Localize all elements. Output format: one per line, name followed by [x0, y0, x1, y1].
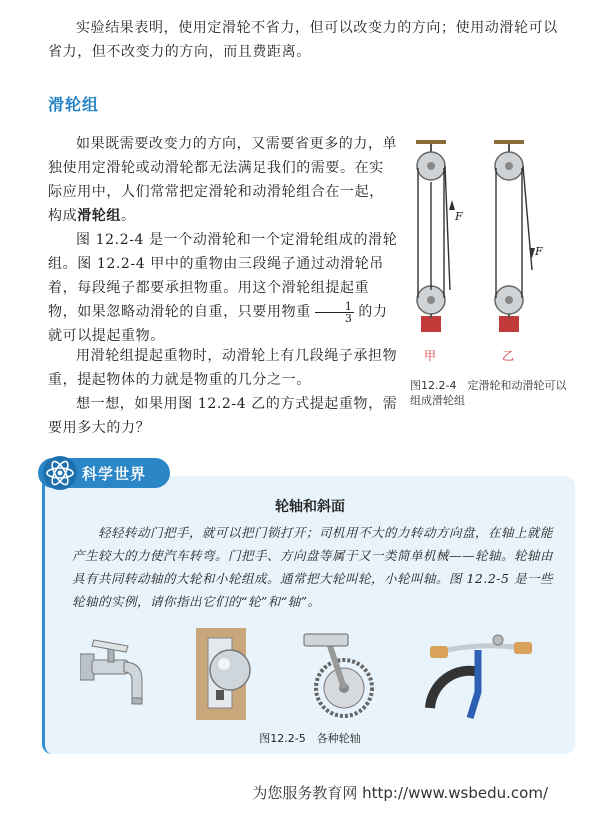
label-yi: 乙 — [502, 349, 515, 363]
science-world-label: 科学世界 — [82, 465, 147, 483]
p2-text: 图 12.2-4 是一个动滑轮和一个定滑轮组成的滑轮组。图 12.2-4 甲中的重物由三段绳子通过动滑轮吊着，每段绳子都要承担物重。用这个滑轮组提起重物，如果忽略动滑轮的自重，只要用物重 — [48, 232, 398, 320]
footer-watermark: 为您服务教育网 http://www.wsbedu.com/ — [252, 784, 548, 802]
science-world-title: 轮轴和斜面 — [275, 499, 345, 515]
atom-icon — [42, 455, 78, 491]
paragraph-4: 想一想，如果用图 12.2-4 乙的方式提起重物，需要用多大的力？ — [48, 396, 398, 436]
force-label-left: F — [455, 210, 463, 223]
p1-text: 如果既需要改变力的方向，又需要省更多的力，单独使用定滑轮或动滑轮都无法满足我们的需要。在实际应用中，人们常常把定滑轮和动滑轮组合在一起，构成 — [48, 136, 398, 224]
p1-end: 。 — [121, 208, 136, 224]
door-knob-image — [190, 628, 270, 720]
force-label-right: F — [535, 245, 543, 258]
p2-end: 的力就可以提起重物。 — [48, 304, 388, 344]
faucet-image — [80, 632, 160, 718]
intro-paragraph: 实验结果表明，使用定滑轮不省力，但可以改变力的方向；使用动滑轮可以省力，但不改变力的方向，而且费距离。 — [48, 20, 558, 60]
pulley-figure — [402, 130, 572, 370]
paragraph-2 — [48, 228, 398, 348]
science-world-text: 轻轻转动门把手，就可以把门锁打开；司机用不大的力转动方向盘，在轴上就能产生较大的力使汽车转弯。门把手、方向盘等属于又一类简单机械——轮轴。轮轴由具有共同转动轴的大轮和小轮组成。通常把大轮叫轮，小轮叫轴。图 12.2-5 是一些轮轴的实例，请你指出它们的“轮”和“轴”。 — [72, 525, 554, 609]
term-pulley-block: 滑轮组 — [77, 208, 122, 224]
pulley-set-left — [416, 140, 455, 332]
fraction-denominator: 3 — [344, 311, 353, 325]
pulley-set-right — [494, 140, 535, 332]
pedal-crank-image — [300, 626, 400, 722]
paragraph-3: 用滑轮组提起重物时，动滑轮上有几段绳子承担物重，提起物体的力就是物重的几分之一。 — [48, 348, 398, 388]
fraction-numerator: 1 — [315, 301, 355, 313]
figure-caption: 图12.2-4 定滑轮和动滑轮可以组成滑轮组 — [410, 379, 567, 407]
label-jia: 甲 — [424, 349, 437, 363]
section-title: 滑轮组 — [48, 95, 100, 114]
fraction — [315, 301, 355, 324]
handlebar-image — [420, 622, 540, 722]
paragraph-1 — [48, 132, 398, 228]
figure-caption-2: 图12.2-5 各种轮轴 — [259, 732, 361, 745]
